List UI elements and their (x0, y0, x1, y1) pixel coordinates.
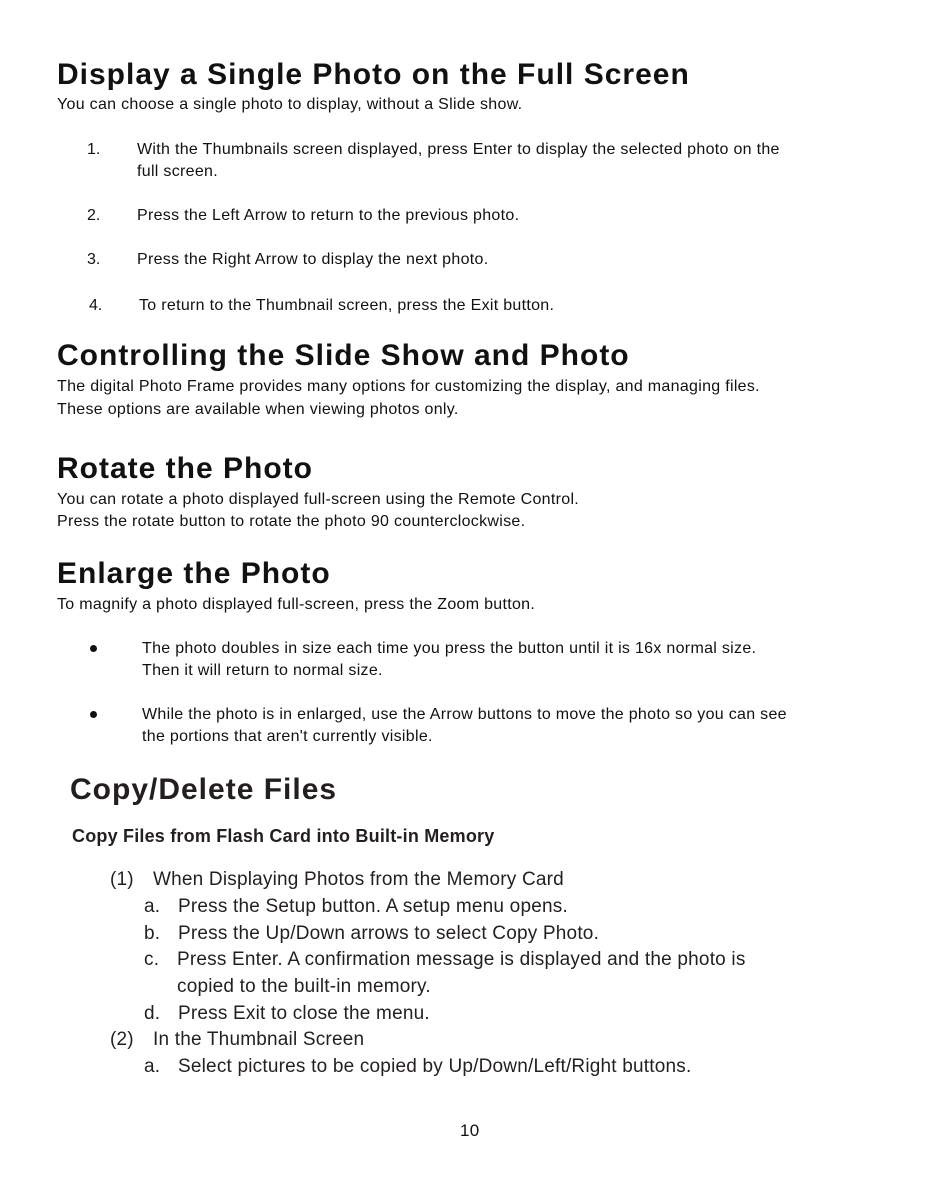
heading-copy-delete-files: Copy/Delete Files (70, 773, 338, 806)
step-text: Press the Left Arrow to return to the previous photo. (137, 207, 520, 224)
item-text: Press Exit to close the menu. (178, 1003, 430, 1024)
item-letter: b. (144, 923, 161, 944)
group-label: In the Thumbnail Screen (153, 1029, 365, 1050)
item-letter: a. (144, 896, 161, 917)
enlarge-intro: To magnify a photo displayed full-screen, press the Zoom button. (57, 596, 536, 613)
item-letter: a. (144, 1056, 161, 1077)
item-letter: d. (144, 1003, 161, 1024)
bullet-text: the portions that aren't currently visible. (142, 728, 433, 745)
item-text: Select pictures to be copied by Up/Down/Left/Right buttons. (178, 1056, 692, 1077)
heading-rotate-photo: Rotate the Photo (57, 452, 313, 485)
rotate-text: You can rotate a photo displayed full-screen using the Remote Control. (57, 491, 580, 508)
item-letter: c. (144, 949, 160, 970)
step-text: With the Thumbnails screen displayed, press Enter to display the selected photo on the (137, 141, 780, 158)
group-number: (2) (110, 1029, 134, 1050)
item-text: Press Enter. A confirmation message is displayed and the photo is (177, 949, 746, 970)
step-number: 2. (87, 207, 101, 224)
heading-controlling-slideshow: Controlling the Slide Show and Photo (57, 339, 630, 372)
bullet-text: Then it will return to normal size. (142, 662, 383, 679)
item-text: copied to the built-in memory. (177, 976, 431, 997)
bullet-text: While the photo is in enlarged, use the Arrow buttons to move the photo so you can see (142, 706, 787, 723)
group-label: When Displaying Photos from the Memory Card (153, 869, 564, 890)
item-text: Press the Setup button. A setup menu opens. (178, 896, 568, 917)
step-text: To return to the Thumbnail screen, press the Exit button. (139, 297, 555, 314)
controlling-text: The digital Photo Frame provides many options for customizing the display, and managing files. (57, 378, 760, 395)
bullet-text: The photo doubles in size each time you press the button until it is 16x normal size. (142, 640, 757, 657)
group-number: (1) (110, 869, 134, 890)
controlling-text: These options are available when viewing photos only. (57, 401, 459, 418)
step-number: 3. (87, 251, 101, 268)
step-text: Press the Right Arrow to display the next photo. (137, 251, 489, 268)
step-text: full screen. (137, 163, 218, 180)
bullet-icon (90, 711, 97, 718)
subheading-copy-files: Copy Files from Flash Card into Built-in Memory (72, 826, 495, 846)
step-number: 4. (89, 297, 103, 314)
item-text: Press the Up/Down arrows to select Copy Photo. (178, 923, 600, 944)
heading-enlarge-photo: Enlarge the Photo (57, 557, 331, 590)
intro-display-single: You can choose a single photo to display, without a Slide show. (57, 96, 523, 113)
bullet-icon (90, 645, 97, 652)
page-number: 10 (460, 1121, 480, 1140)
heading-display-single-photo: Display a Single Photo on the Full Screen (57, 58, 690, 91)
step-number: 1. (87, 141, 101, 158)
rotate-text: Press the rotate button to rotate the photo 90 counterclockwise. (57, 513, 526, 530)
